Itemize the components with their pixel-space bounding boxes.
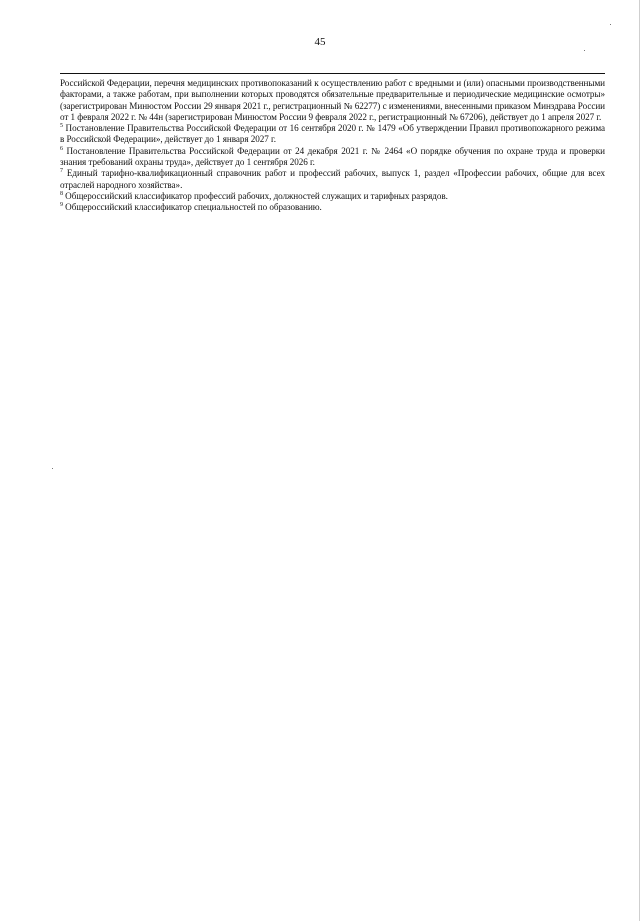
footnote-text: Общероссийский классификатор профессий рабочих, должностей служащих и тарифных разрядов.: [62, 190, 448, 201]
footnote-text: Российской Федерации, перечня медицинских противопоказаний к осуществлению работ с вредными и (или) опасными производственными факторами, а также работам, при выполнении которых проводятся обязательные предварительные и периодические медицинские осмотры» (зарегистрирован Минюстом России 29 января 2021 г., регистрационный № 62277) с изменениями, внесенными приказом Минздрава России от 1 февраля 2022 г. № 44н (зарегистрирован Минюстом России 9 февраля 2022 г., регистрационный № 67206), действует до 1 апреля 2027 г.: [60, 78, 605, 122]
footnote-marker: 9: [60, 202, 63, 209]
footnote-text: Постановление Правительства Российской Федерации от 16 сентября 2020 г. № 1479 «Об утверждении Правил противопожарного режима в Российской Федерации», действует до 1 января 2027 г.: [60, 123, 605, 145]
footnote-marker: 8: [60, 190, 63, 197]
footnote-4-continuation: [60, 78, 605, 123]
footnote-marker: 7: [60, 168, 63, 175]
footnote-text: Постановление Правительства Российской Федерации от 24 декабря 2021 г. № 2464 «О порядке обучения по охране труда и проверки знания требований охраны труда», действует до 1 сентября 2026 г.: [60, 145, 605, 168]
footnote-8: [60, 191, 605, 202]
footnote-marker: 5: [60, 123, 63, 130]
footnotes-block: [60, 78, 605, 214]
scan-speck: [584, 50, 585, 51]
footnote-9: [60, 202, 605, 213]
scan-speck: [52, 468, 53, 469]
footnote-separator: [60, 73, 605, 74]
footnote-5: [60, 123, 605, 146]
footnote-7: [60, 168, 605, 191]
footnote-text: Общероссийский классификатор специальностей по образованию.: [62, 202, 322, 213]
page-number: 45: [314, 36, 326, 48]
footnote-marker: 6: [60, 145, 63, 152]
scan-speck: [610, 24, 611, 25]
footnote-text: Единый тарифно-квалификационный справочник работ и профессий рабочих, выпуск 1, раздел «Профессии рабочих, общие для всех отраслей народного хозяйства».: [60, 168, 605, 190]
footnote-6: [60, 146, 605, 169]
